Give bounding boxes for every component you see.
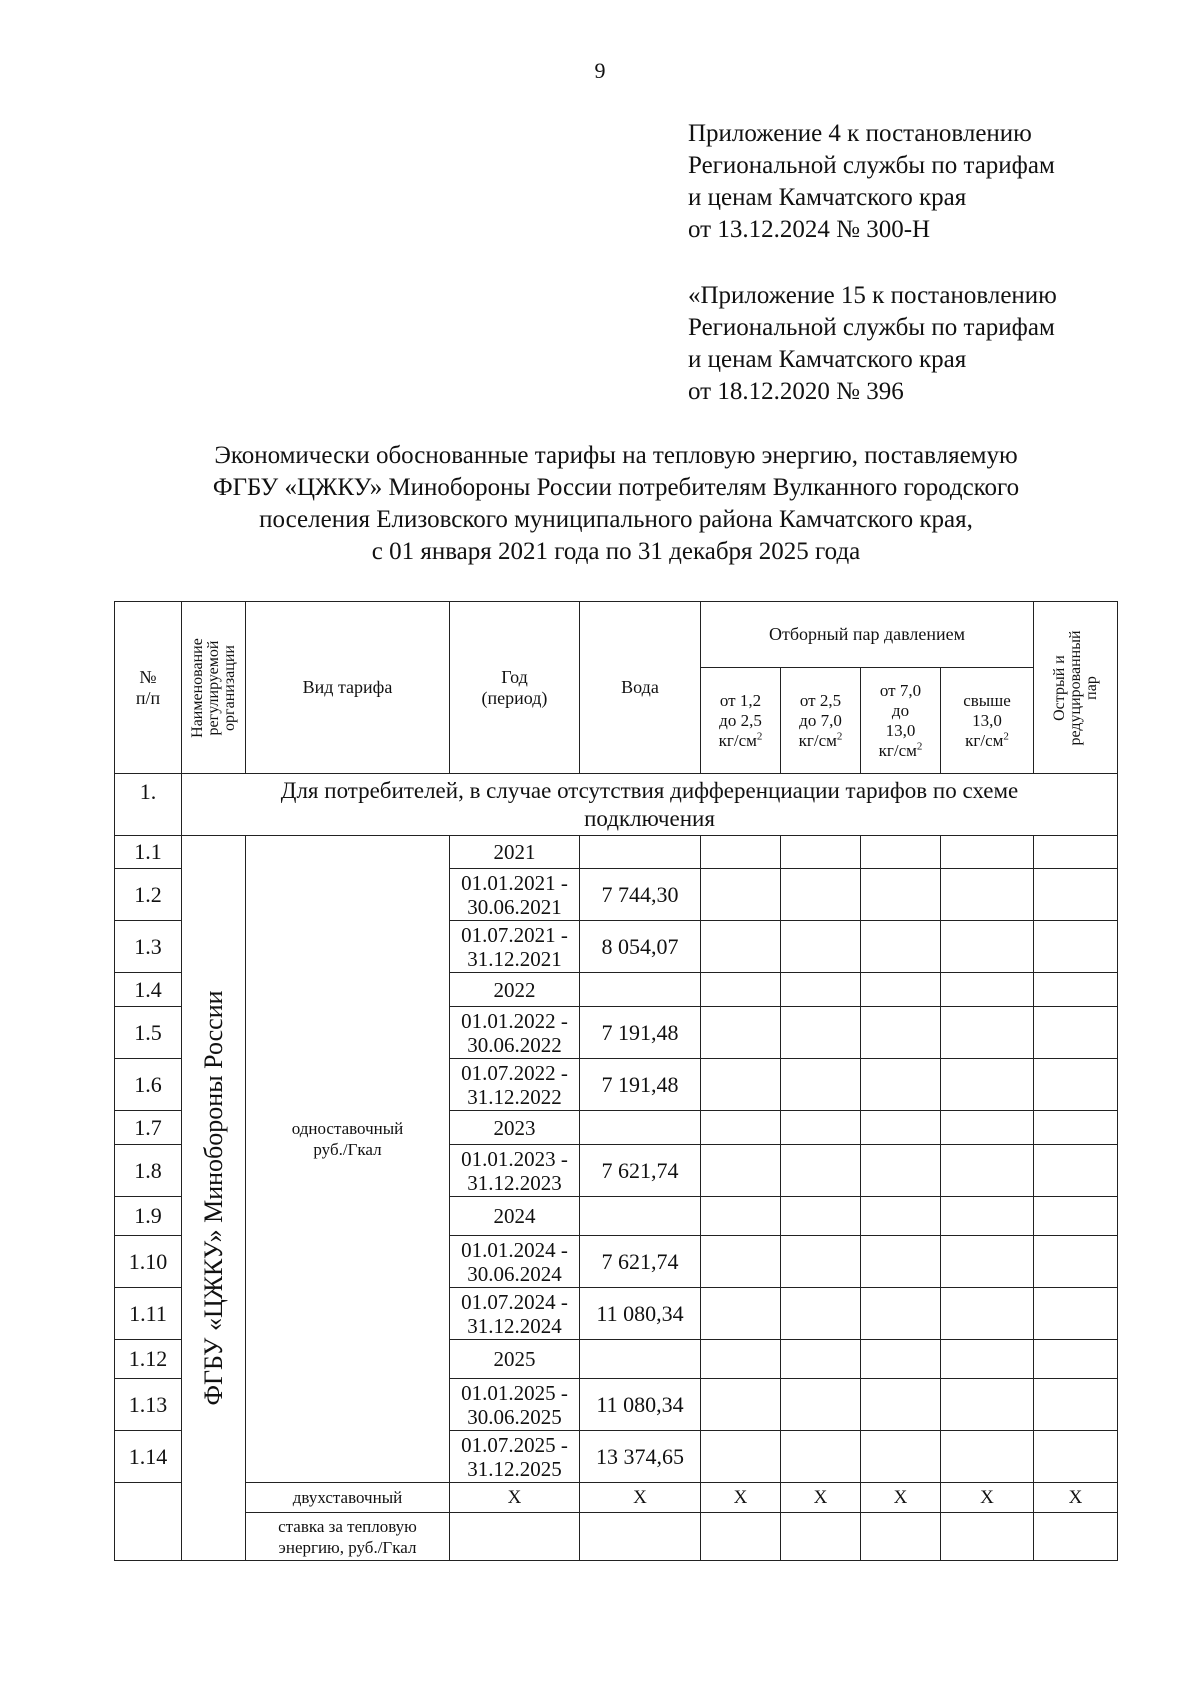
row-num: 1.9 bbox=[115, 1197, 182, 1236]
header-sharp-line: Острый и bbox=[1050, 654, 1068, 721]
cell-empty bbox=[781, 1379, 861, 1431]
cell-empty bbox=[1034, 1007, 1118, 1059]
cell-empty bbox=[781, 1007, 861, 1059]
org-name: ФГБУ «ЦЖКУ» Минобороны России bbox=[198, 990, 228, 1406]
cell-empty bbox=[861, 1431, 941, 1483]
row-water bbox=[580, 973, 701, 1007]
row-period: 01.07.2025 - 31.12.2025 bbox=[450, 1431, 580, 1483]
cell-empty bbox=[701, 1236, 781, 1288]
appendix-line: «Приложение 15 к постановлению bbox=[688, 282, 1057, 309]
appendix-line: Региональной службы по тарифам bbox=[688, 152, 1055, 179]
row-num: 1.12 bbox=[115, 1340, 182, 1379]
cell-empty bbox=[701, 1288, 781, 1340]
header-org-line: организации bbox=[220, 644, 238, 731]
row-num: 1.10 bbox=[115, 1236, 182, 1288]
cell-empty bbox=[861, 836, 941, 869]
row-water bbox=[580, 836, 701, 869]
x-mark: Х bbox=[450, 1483, 580, 1513]
row-num: 1.3 bbox=[115, 921, 182, 973]
row-num: 1.8 bbox=[115, 1145, 182, 1197]
cell-empty bbox=[781, 1059, 861, 1111]
cell-empty bbox=[701, 1145, 781, 1197]
header-num-line: п/п bbox=[135, 687, 161, 708]
cell-empty bbox=[861, 1059, 941, 1111]
row-period: 2022 bbox=[450, 973, 580, 1007]
appendix-secondary bbox=[688, 280, 1148, 408]
tariff-table bbox=[114, 601, 1118, 1561]
cell-empty bbox=[941, 1236, 1034, 1288]
row-water: 7 191,48 bbox=[580, 1059, 701, 1111]
table-row bbox=[115, 836, 1118, 869]
cell-empty bbox=[861, 921, 941, 973]
row-period: 2025 bbox=[450, 1340, 580, 1379]
header-sharp-steam bbox=[1034, 602, 1118, 774]
cell-empty bbox=[781, 1288, 861, 1340]
section-label: Для потребителей, в случае отсутствия дифференциации тарифов по схеме подключения bbox=[182, 774, 1118, 836]
row-period: 2023 bbox=[450, 1111, 580, 1145]
cell-empty bbox=[1034, 1059, 1118, 1111]
header-steam-group: Отборный пар давлением bbox=[701, 602, 1034, 668]
cell-empty bbox=[1034, 1340, 1118, 1379]
header-row bbox=[115, 602, 1118, 668]
header-steam-1: от 1,2 до 2,5 $кг/см^2$ bbox=[701, 668, 781, 774]
cell-empty bbox=[781, 1197, 861, 1236]
header-steam-2: от 2,5 до 7,0 $кг/см^2$ bbox=[781, 668, 861, 774]
cell-empty bbox=[861, 1340, 941, 1379]
row-period: 01.07.2022 - 31.12.2022 bbox=[450, 1059, 580, 1111]
header-org-name bbox=[182, 602, 246, 774]
cell-empty bbox=[861, 869, 941, 921]
cell-empty bbox=[1034, 921, 1118, 973]
section-num: 1. bbox=[115, 774, 182, 836]
cell-empty bbox=[861, 1007, 941, 1059]
row-water bbox=[580, 1340, 701, 1379]
row-water: 7 621,74 bbox=[580, 1236, 701, 1288]
cell-empty bbox=[941, 1288, 1034, 1340]
two-part-row bbox=[115, 1483, 1118, 1513]
row-water: 11 080,34 bbox=[580, 1288, 701, 1340]
cell-empty bbox=[941, 1431, 1034, 1483]
cell-empty bbox=[701, 921, 781, 973]
cell-empty bbox=[701, 1111, 781, 1145]
cell-empty bbox=[781, 1111, 861, 1145]
cell-empty bbox=[781, 1236, 861, 1288]
row-num: 1.4 bbox=[115, 973, 182, 1007]
energy-rate-label: ставка за тепловую энергию, руб./Гкал bbox=[246, 1513, 450, 1561]
org-name-cell bbox=[182, 836, 246, 1561]
cell-empty bbox=[701, 1379, 781, 1431]
row-num: 1.7 bbox=[115, 1111, 182, 1145]
header-year-line: (период) bbox=[481, 687, 548, 708]
row-num: 1.1 bbox=[115, 836, 182, 869]
row-period: 01.07.2021 - 31.12.2021 bbox=[450, 921, 580, 973]
header-sharp-line: пар bbox=[1082, 675, 1100, 700]
x-mark: Х bbox=[701, 1483, 781, 1513]
cell-empty bbox=[781, 1145, 861, 1197]
cell-empty bbox=[941, 1513, 1034, 1561]
cell-empty bbox=[1034, 1197, 1118, 1236]
x-mark: Х bbox=[941, 1483, 1034, 1513]
header-org-line: регулируемой bbox=[204, 640, 222, 735]
cell-empty bbox=[701, 1513, 781, 1561]
energy-rate-row bbox=[115, 1513, 1118, 1561]
row-water: 7 191,48 bbox=[580, 1007, 701, 1059]
cell-empty bbox=[701, 1059, 781, 1111]
appendix-line: и ценам Камчатского края bbox=[688, 184, 967, 211]
cell-empty bbox=[1034, 836, 1118, 869]
cell-empty bbox=[701, 1197, 781, 1236]
tariff-single-cell bbox=[246, 836, 450, 1483]
row-water bbox=[580, 1197, 701, 1236]
title-line: Экономически обоснованные тарифы на тепловую энергию, поставляемую bbox=[214, 442, 1018, 469]
row-period: 01.07.2024 - 31.12.2024 bbox=[450, 1288, 580, 1340]
cell-empty bbox=[941, 1111, 1034, 1145]
row-water: 8 054,07 bbox=[580, 921, 701, 973]
cell-empty bbox=[861, 1145, 941, 1197]
cell-empty bbox=[861, 1111, 941, 1145]
cell-empty bbox=[701, 1007, 781, 1059]
cell-empty bbox=[941, 1145, 1034, 1197]
title-line: поселения Елизовского муниципального района Камчатского края, bbox=[259, 506, 973, 533]
cell-empty bbox=[1034, 1379, 1118, 1431]
cell-empty bbox=[861, 1288, 941, 1340]
row-water: 13 374,65 bbox=[580, 1431, 701, 1483]
row-num: 1.11 bbox=[115, 1288, 182, 1340]
row-period: 01.01.2024 - 30.06.2024 bbox=[450, 1236, 580, 1288]
cell-empty bbox=[941, 1007, 1034, 1059]
x-mark: Х bbox=[1034, 1483, 1118, 1513]
cell-empty bbox=[941, 1197, 1034, 1236]
header-sharp-line: редуцированный bbox=[1066, 629, 1084, 746]
row-num: 1.14 bbox=[115, 1431, 182, 1483]
cell-empty bbox=[1034, 1288, 1118, 1340]
header-steam-4: свыше 13,0 $кг/см^2$ bbox=[941, 668, 1034, 774]
cell-empty bbox=[1034, 1145, 1118, 1197]
cell-empty bbox=[450, 1513, 580, 1561]
cell-empty bbox=[861, 1513, 941, 1561]
row-period: 01.01.2023 - 31.12.2023 bbox=[450, 1145, 580, 1197]
cell-empty bbox=[941, 1379, 1034, 1431]
cell-empty bbox=[1034, 1236, 1118, 1288]
cell-empty bbox=[701, 973, 781, 1007]
appendix-line: Региональной службы по тарифам bbox=[688, 314, 1055, 341]
row-period: 01.01.2021 - 30.06.2021 bbox=[450, 869, 580, 921]
cell-empty bbox=[701, 1340, 781, 1379]
x-mark: Х bbox=[781, 1483, 861, 1513]
header-year-line: Год bbox=[501, 666, 528, 687]
section-row bbox=[115, 774, 1118, 836]
cell-empty bbox=[1034, 1513, 1118, 1561]
cell-empty bbox=[941, 921, 1034, 973]
cell-empty bbox=[701, 836, 781, 869]
row-num: 1.5 bbox=[115, 1007, 182, 1059]
header-water: Вода bbox=[580, 602, 701, 774]
appendix-line: Приложение 4 к постановлению bbox=[688, 120, 1032, 147]
cell-empty bbox=[1034, 869, 1118, 921]
header-tariff-type: Вид тарифа bbox=[246, 602, 450, 774]
cell-empty bbox=[861, 973, 941, 1007]
document-title bbox=[40, 440, 1192, 568]
row-period: 2021 bbox=[450, 836, 580, 869]
tariff-single-line: одноставочный bbox=[291, 1119, 404, 1138]
cell-empty bbox=[701, 1431, 781, 1483]
title-line: ФГБУ «ЦЖКУ» Минобороны России потребителям Вулканного городского bbox=[212, 474, 1020, 501]
cell-empty bbox=[781, 1431, 861, 1483]
row-period: 01.01.2022 - 30.06.2022 bbox=[450, 1007, 580, 1059]
cell-empty bbox=[861, 1197, 941, 1236]
cell-empty bbox=[580, 1513, 701, 1561]
cell-empty bbox=[941, 869, 1034, 921]
cell-empty bbox=[941, 973, 1034, 1007]
cell-empty bbox=[861, 1236, 941, 1288]
appendix-primary bbox=[688, 118, 1148, 246]
cell-empty bbox=[781, 973, 861, 1007]
tariff-single-line: руб./Гкал bbox=[313, 1140, 382, 1159]
two-part-label: двухставочный bbox=[246, 1483, 450, 1513]
page-number: 9 bbox=[594, 58, 606, 83]
cell-empty bbox=[1034, 973, 1118, 1007]
row-num: 1.13 bbox=[115, 1379, 182, 1431]
cell-empty bbox=[781, 921, 861, 973]
header-steam-3: от 7,0 до 13,0 $кг/см^2$ bbox=[861, 668, 941, 774]
title-line: с 01 января 2021 года по 31 декабря 2025 года bbox=[371, 538, 861, 565]
x-mark: Х bbox=[580, 1483, 701, 1513]
x-mark: Х bbox=[861, 1483, 941, 1513]
header-num-line: № bbox=[139, 666, 157, 687]
header-year bbox=[450, 602, 580, 774]
cell-empty bbox=[861, 1379, 941, 1431]
row-num: 1.2 bbox=[115, 869, 182, 921]
cell-empty bbox=[1034, 1431, 1118, 1483]
appendix-line: и ценам Камчатского края bbox=[688, 346, 967, 373]
row-num: 1.6 bbox=[115, 1059, 182, 1111]
header-org-line: Наименование bbox=[188, 637, 206, 738]
cell-empty bbox=[781, 1513, 861, 1561]
header-num bbox=[115, 602, 182, 774]
appendix-line: от 13.12.2024 № 300-Н bbox=[688, 216, 931, 243]
cell-empty bbox=[941, 1059, 1034, 1111]
appendix-line: от 18.12.2020 № 396 bbox=[688, 378, 904, 405]
row-num-empty bbox=[115, 1483, 182, 1561]
row-water: 7 621,74 bbox=[580, 1145, 701, 1197]
row-period: 01.01.2025 - 30.06.2025 bbox=[450, 1379, 580, 1431]
cell-empty bbox=[781, 836, 861, 869]
cell-empty bbox=[1034, 1111, 1118, 1145]
row-water bbox=[580, 1111, 701, 1145]
cell-empty bbox=[781, 869, 861, 921]
row-period: 2024 bbox=[450, 1197, 580, 1236]
row-water: 11 080,34 bbox=[580, 1379, 701, 1431]
cell-empty bbox=[941, 1340, 1034, 1379]
cell-empty bbox=[701, 869, 781, 921]
cell-empty bbox=[941, 836, 1034, 869]
cell-empty bbox=[781, 1340, 861, 1379]
row-water: 7 744,30 bbox=[580, 869, 701, 921]
